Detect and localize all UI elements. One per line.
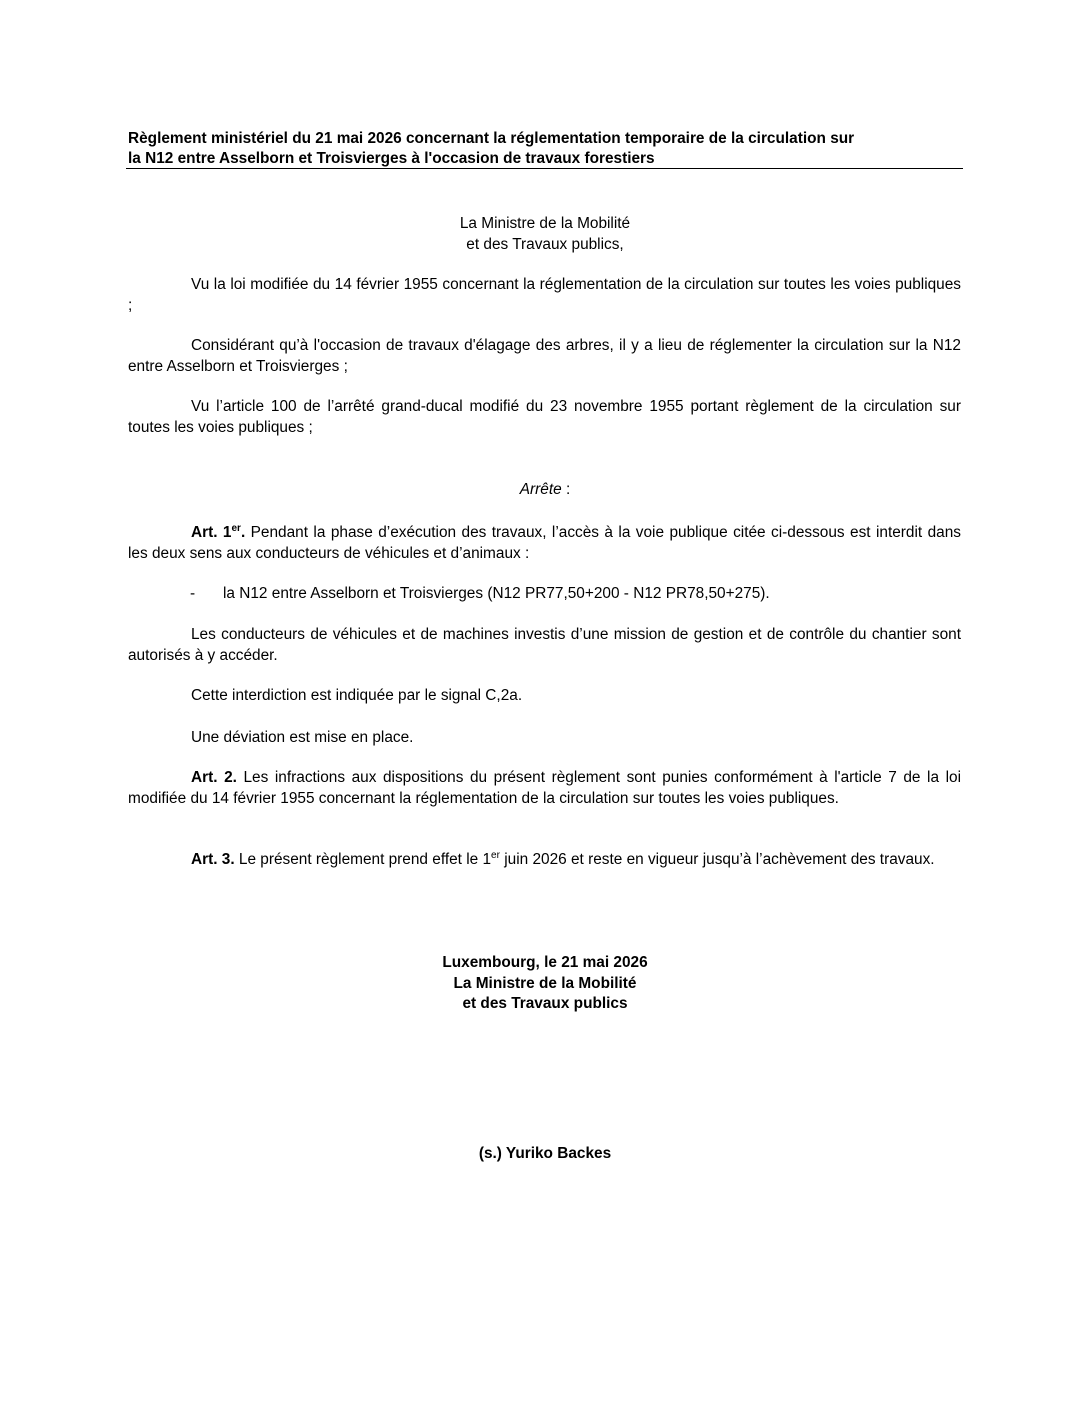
title-line-2: la N12 entre Asselborn et Troisvierges à l'occasion de travaux forestiers: [128, 150, 655, 167]
article-1-label-sup: er: [231, 523, 241, 534]
consideration-3: Vu l’article 100 de l’arrêté grand-ducal modifié du 23 novembre 1955 portant règlement de la circulation sur toutes les voies publiques ;: [128, 398, 961, 436]
article-3-text-a: Le présent règlement prend effet le 1: [234, 851, 492, 868]
list-dash: -: [190, 585, 196, 602]
consideration-2: Considérant qu’à l'occasion de travaux d'élagage des arbres, il y a lieu de réglementer la circulation sur la N12 entre Asselborn et Troisvierges ;: [128, 337, 961, 375]
signature-role-1: La Ministre de la Mobilité: [453, 974, 637, 992]
article-3: [128, 850, 961, 871]
list-item-text: la N12 entre Asselborn et Troisvierges (N12 PR77,50+200 - N12 PR78,50+275).: [223, 585, 770, 602]
document-page: [128, 0, 962, 1408]
authority-line-2: et des Travaux publics,: [466, 235, 624, 253]
article-2: [128, 768, 961, 809]
signature-block: [128, 953, 962, 1015]
document-title: [128, 129, 962, 169]
arrete-word: Arrête: [519, 481, 562, 498]
signature-role-2: et des Travaux publics: [462, 995, 628, 1012]
article-1-text: Pendant la phase d’exécution des travaux, l’accès à la voie publique citée ci-dessous est interdit dans les deux sens aux conducteurs de véhicules et d’animaux :: [128, 524, 961, 562]
article-3-label: Art. 3.: [191, 851, 235, 868]
title-underline: [126, 168, 963, 169]
consideration-1: Vu la loi modifiée du 14 février 1955 concernant la réglementation de la circulation sur toutes les voies publiques ;: [128, 276, 961, 314]
issuing-authority: [128, 214, 962, 255]
arrete-heading: [128, 480, 962, 501]
article-2-label: Art. 2.: [191, 769, 237, 786]
list-item: [190, 584, 770, 605]
article-1-label: [191, 524, 245, 541]
article-1-intro: [128, 523, 961, 564]
article-1-paragraph-3: Cette interdiction est indiquée par le signal C,2a.: [191, 687, 523, 704]
signatory-name: (s.) Yuriko Backes: [478, 1145, 612, 1162]
arrete-colon: :: [561, 481, 571, 498]
article-3-sup: er: [491, 850, 500, 861]
article-2-text: Les infractions aux dispositions du présent règlement sont punies conformément à l'article 7 de la loi modifiée du 14 février 1955 concernant la réglementation de la circulation sur toutes les voies publiques.: [128, 769, 961, 807]
signature-place-date: Luxembourg, le 21 mai 2026: [442, 954, 648, 971]
article-1-paragraph-4: Une déviation est mise en place.: [191, 729, 414, 746]
title-line-1: Règlement ministériel du 21 mai 2026 concernant la réglementation temporaire de la circulation sur: [128, 130, 855, 147]
article-1-paragraph-2: Les conducteurs de véhicules et de machines investis d’une mission de gestion et de contrôle du chantier sont autorisés à y accéder.: [128, 626, 961, 664]
article-1-label-end: .: [240, 524, 246, 541]
article-3-text-b: juin 2026 et reste en vigueur jusqu’à l’achèvement des travaux.: [499, 851, 935, 868]
article-1-label-text: Art. 1: [191, 524, 232, 541]
authority-line-1: La Ministre de la Mobilité: [459, 215, 631, 232]
